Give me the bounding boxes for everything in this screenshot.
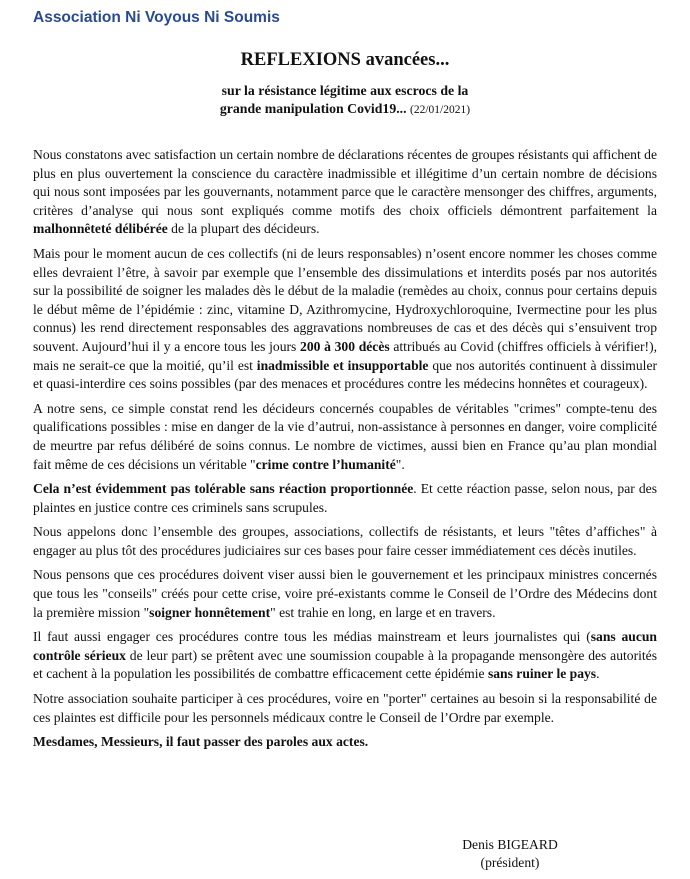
paragraph-text: A notre sens, ce simple constat rend les décideurs concernés coupables de véritables "crimes" compte-tenu des qualifications possibles : mise en danger de la vie d’autrui, non-assistance à personnes en danger, voire complicité de meurtre par refus délibéré de soins connus. Le nombre de victimes, aussi bien en France qu’au plan mondial fait même de ces décisions un véritable "	[33, 400, 657, 472]
body-paragraph	[33, 733, 657, 752]
paragraph-text: Nous pensons que ces procédures doivent viser aussi bien le gouvernement et les principaux ministres concernés que tous les "conseils" créés pour cette crise, voire pré-existants comme le Conseil de l’Ordre des Médecins dont la première mission "	[33, 567, 657, 620]
bold-text: Mesdames, Messieurs, il faut passer des paroles aux actes.	[33, 734, 369, 750]
body-paragraph	[33, 146, 657, 239]
bold-text: malhonnêteté délibérée	[33, 221, 168, 237]
subtitle-line-2-text: grande manipulation Covid19...	[219, 101, 407, 116]
paragraph-text: de leur part) se prêtent avec une soumission coupable à la propagande mensongère des autorités et cachent à la population les possibilités de combattre efficacement cette épidémie	[33, 647, 657, 682]
paragraph-text: que nos autorités continuent à dissimuler et quasi-interdire ces soins possibles (par des menaces et procédures contre les médecins honnêtes et courageux).	[33, 357, 658, 392]
paragraph-text: ".	[395, 456, 405, 472]
paragraph-text: Mais pour le moment aucun de ces collectifs (ni de leurs responsables) n’osent encore nommer les choses comme elles devraient l’être, à savoir par exemple que l’ensemble des dissimulations et interdits posés par nos autorités sur la possibilité de soigner les malades dès le début de la maladie (remèdes au choix, connus pour certains depuis le début même de l’épidémie : zinc, vitamine D, Azithromycine, Hydroxychloroquine, Ivermectine pour les plus connus) les rend directement responsables des aggravations nombreuses de cas et des décès qui s’ensuivent trop souvent. Aujourd’hui il y a encore tous les jours	[33, 245, 657, 354]
paragraph-text: de la plupart des décideurs.	[167, 221, 320, 237]
organization-name: Association Ni Voyous Ni Soumis	[33, 9, 280, 26]
bold-text: soigner honnêtement	[149, 604, 271, 620]
paragraph-text: " est trahie en long, en large et en travers.	[270, 604, 496, 620]
body-paragraph	[33, 245, 657, 394]
subtitle-line-2	[0, 100, 690, 119]
body-paragraph	[33, 480, 657, 517]
bold-text: inadmissible et insupportable	[256, 357, 429, 373]
paragraph-text: Nous constatons avec satisfaction un certain nombre de déclarations récentes de groupes résistants qui affichent de plus en plus ouvertement la conscience du caractère inadmissible et illégitime d’un certain nombre de décisions qui nous sont imposées par les gouvernants, notamment parce que le caractère mensonger des chiffres, arguments, critères d’analyse qui nous sont expliqués comme motifs des choix officiels démontrent parfaitement la	[33, 147, 657, 218]
document-date: (22/01/2021)	[410, 104, 471, 116]
paragraph-text: Nous appelons donc l’ensemble des groupes, associations, collectifs de résistants, et leurs "têtes d’affiches" à engager au plus tôt des procédures judiciaires sur ces bases pour faire cesser immédiatement ces décès inutiles.	[33, 524, 657, 558]
bold-text: sans ruiner le pays	[487, 666, 597, 682]
paragraph-text: Il faut aussi engager ces procédures contre tous les médias mainstream et leurs journalistes qui (	[33, 629, 591, 645]
subtitle-line-1: sur la résistance légitime aux escrocs de la	[221, 83, 469, 98]
document-body	[33, 146, 657, 752]
paragraph-text: Notre association souhaite participer à ces procédures, voire en "porter" certaines au besoin si la responsabilité de ces plaintes est difficile pour les personnels médicaux contre le Conseil de l’Ordre par exemple.	[33, 691, 657, 725]
bold-text: Cela n’est évidemment pas tolérable sans réaction proportionnée	[33, 481, 414, 497]
paragraph-text: .	[596, 666, 600, 682]
document-title: REFLEXIONS avancées...	[240, 50, 450, 70]
bold-text: crime contre l’humanité	[255, 456, 396, 472]
signature-block	[440, 836, 580, 872]
bold-text: 200 à 300 décès	[300, 338, 390, 354]
body-paragraph	[33, 690, 657, 727]
document-subtitle	[0, 82, 690, 119]
paragraph-text: . Et cette réaction passe, selon nous, par des plaintes en justice contre ces criminels sans scrupules.	[33, 481, 657, 515]
paragraph-text: attribués au Covid (chiffres officiels à vérifier!), mais ne serait-ce que la moitié, qu’il est	[33, 338, 658, 373]
body-paragraph	[33, 400, 657, 474]
bold-text: sans aucun contrôle sérieux	[33, 629, 657, 663]
signature-name: Denis BIGEARD	[462, 837, 558, 852]
body-paragraph	[33, 566, 657, 622]
body-paragraph	[33, 628, 657, 684]
signature-role: (président)	[480, 855, 540, 870]
body-paragraph	[33, 523, 657, 560]
